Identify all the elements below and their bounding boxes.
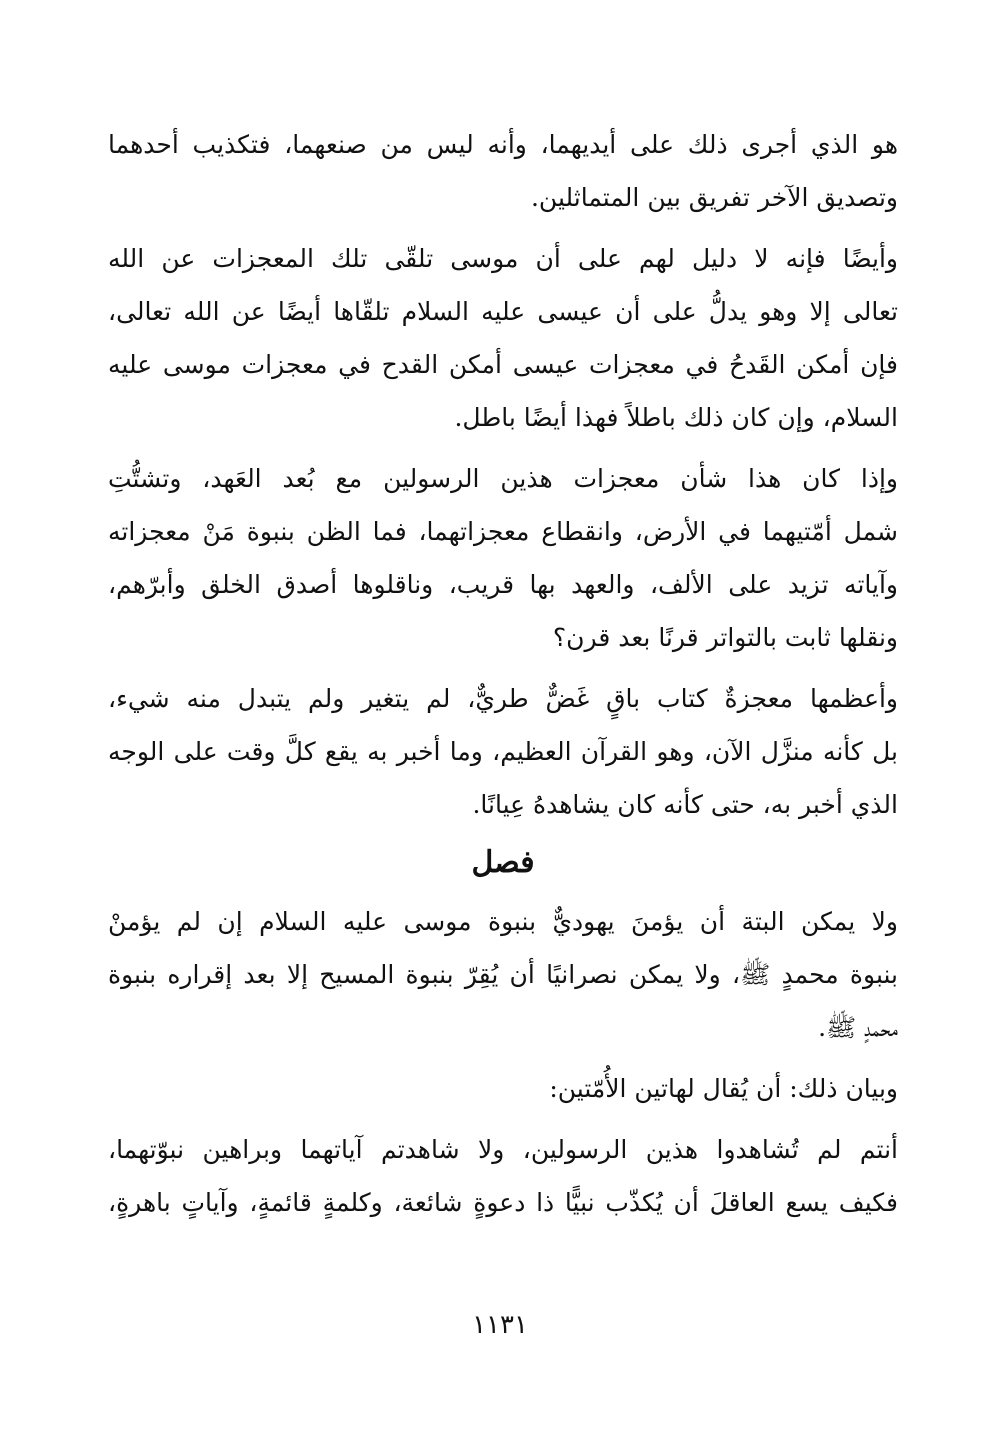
text-line: وتصديق الآخر تفريق بين المتماثلين. [530,183,898,212]
text-line: بل كأنه منزَّل الآن، وهو القرآن العظيم، وما أخبر به يقع كلَّ وقت على الوجه [108,737,898,766]
text-line: بنبوة محمدٍ ﷺ، ولا يمكن نصرانيًا أن يُقِرّ بنبوة المسيح إلا بعد إقراره بنبوة [108,960,898,989]
text-line: وآياته تزيد على الألف، والعهد بها قريب، وناقلوها أصدق الخلق وأبرّهم، [108,570,898,599]
text-line: أنتم لم تُشاهدوا هذين الرسولين، ولا شاهدتم آياتهما وبراهين نبوّتهما، [108,1135,898,1164]
section-heading: فصل [471,845,535,880]
text-line: وبيان ذلك: أن يُقال لهاتين الأُمّتين: [549,1074,898,1103]
paragraph [108,1062,898,1115]
text-line: وإذا كان هذا شأن معجزات هذين الرسولين مع بُعد العَهد، وتشتُّتِ [108,464,898,493]
page-number: ١١٣١ [472,1310,528,1340]
paragraph [108,232,898,444]
paragraph [108,895,898,1054]
text-line: ونقلها ثابت بالتواتر قرنًا بعد قرن؟ [552,623,898,652]
text-line: وأيضًا فإنه لا دليل لهم على أن موسى تلقّى تلك المعجزات عن الله [108,244,898,273]
paragraph [108,118,898,224]
text-line: فإن أمكن القَدحُ في معجزات عيسى أمكن القدح في معجزات موسى عليه [108,350,898,379]
text-line: هو الذي أجرى ذلك على أيديهما، وأنه ليس من صنعهما، فتكذيب أحدهما [108,130,898,159]
text-line: محمدٍ ﷺ. [818,1013,898,1042]
text-line: ولا يمكن البتة أن يؤمنَ يهوديٌّ بنبوة موسى عليه السلام إن لم يؤمنْ [108,907,898,936]
text-line: الذي أخبر به، حتى كأنه كان يشاهدهُ عِيانًا. [472,790,898,819]
text-line: وأعظمها معجزةٌ كتاب باقٍ غَضٌّ طريٌّ، لم يتغير ولم يتبدل منه شيء، [108,684,898,713]
page-body [108,118,898,1229]
paragraph [108,672,898,831]
text-line: شمل أمّتيهما في الأرض، وانقطاع معجزاتهما، فما الظن بنبوة مَنْ معجزاته [108,517,898,546]
paragraph [108,1123,898,1229]
text-line: فكيف يسع العاقلَ أن يُكذّب نبيًّا ذا دعوةٍ شائعة، وكلمةٍ قائمةٍ، وآياتٍ باهرةٍ، [108,1188,898,1217]
text-line: تعالى إلا وهو يدلُّ على أن عيسى عليه السلام تلقّاها أيضًا عن الله تعالى، [108,297,898,326]
paragraph [108,452,898,664]
text-line: السلام، وإن كان ذلك باطلاً فهذا أيضًا باطل. [454,403,898,432]
